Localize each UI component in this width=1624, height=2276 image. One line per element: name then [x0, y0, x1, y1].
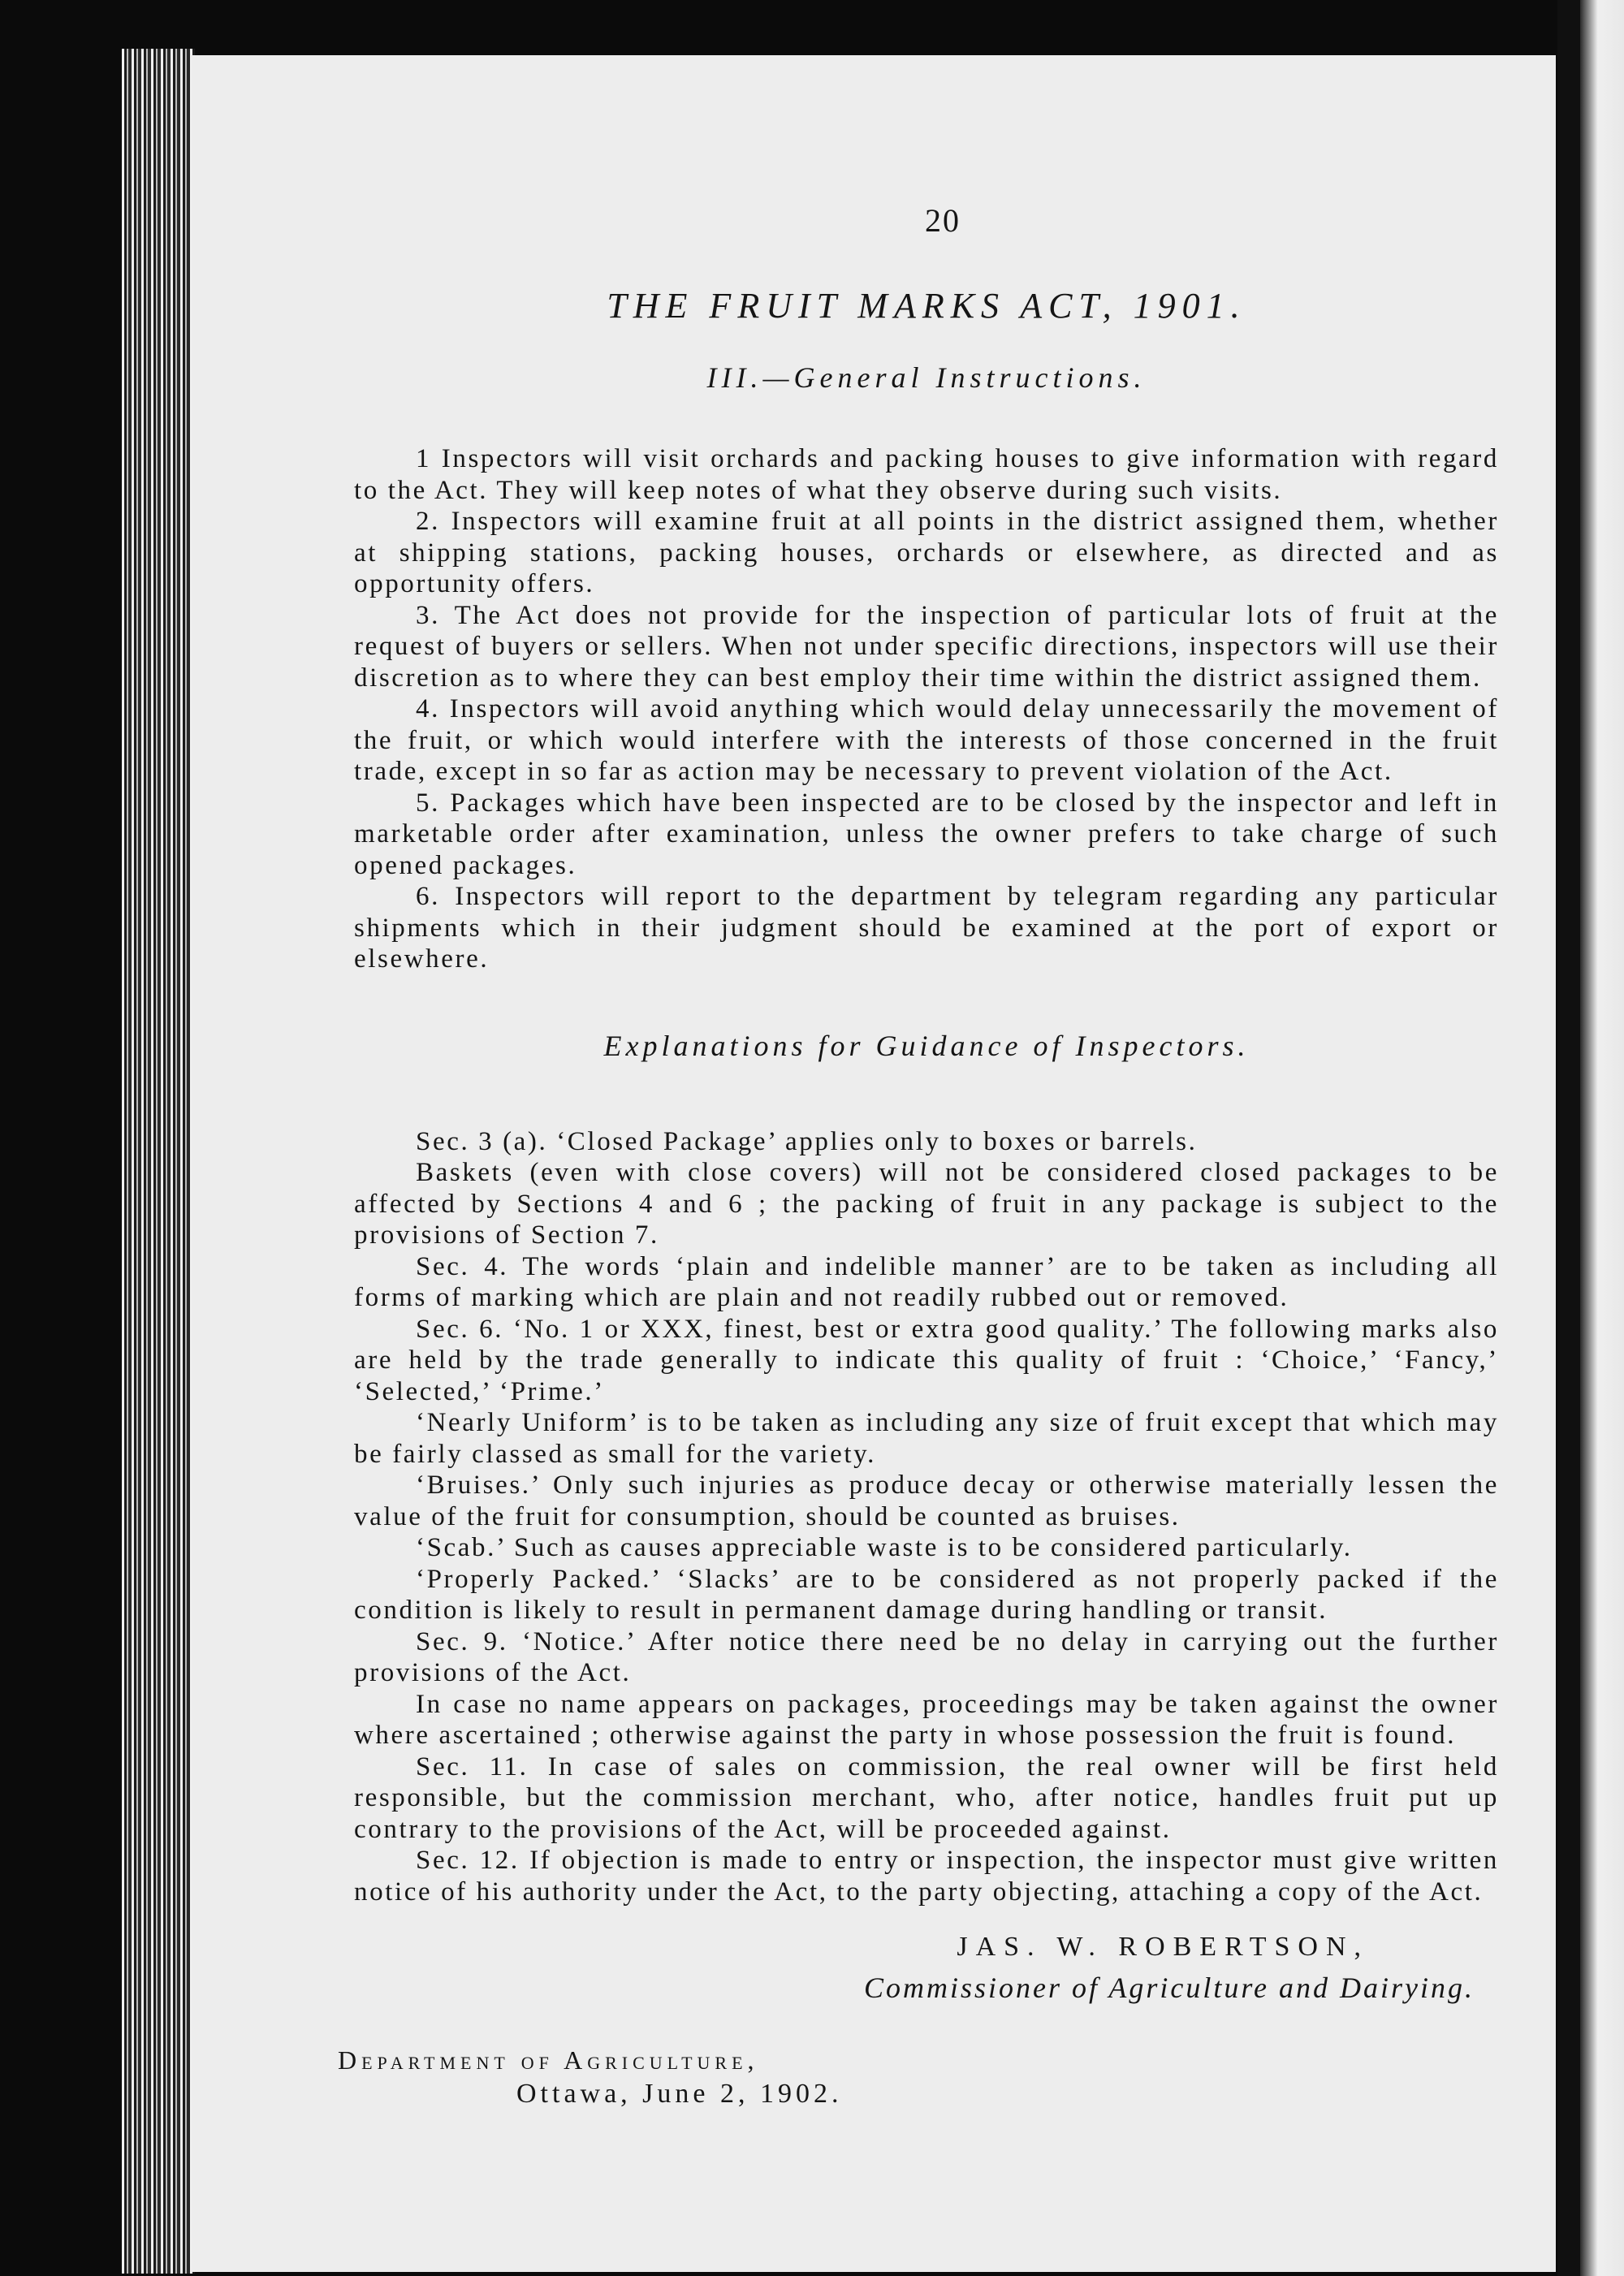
instruction-paragraph: 1 Inspectors will visit orchards and packing houses to give information with regard to the Act. They will keep notes of what they observe during such visits. — [354, 444, 1499, 505]
document-page — [192, 55, 1556, 2272]
explanation-paragraph: ‘Bruises.’ Only such injuries as produce decay or otherwise materially lessen the value of the fruit for consumption, should be counted as bruises. — [354, 1471, 1499, 1531]
instruction-paragraph: 3. The Act does not provide for the inspection of particular lots of fruit at the request of buyers or sellers. When not under specific directions, inspectors will use their discretion as to where they can best employ their time within the district assigned them. — [354, 600, 1499, 693]
explanation-paragraph: Sec. 4. The words ‘plain and indelible manner’ are to be taken as including all forms of marking which are plain and not readily rubbed out or removed. — [354, 1251, 1499, 1312]
explanation-paragraph: Sec. 3 (a). ‘Closed Package’ applies only to boxes or barrels. — [416, 1126, 1198, 1156]
next-page-sliver — [1580, 0, 1624, 2276]
section-heading: III.—General Instructions. — [706, 361, 1147, 394]
signatory-name: JAS. W. ROBERTSON, — [957, 1932, 1369, 1962]
page-number: 20 — [925, 202, 961, 239]
instruction-paragraph: 6. Inspectors will report to the department by telegram regarding any particular shipments which in their judgment should be examined at the port of export or elsewhere. — [354, 882, 1499, 974]
department-place-date: Ottawa, June 2, 1902. — [516, 2079, 843, 2109]
explanation-paragraph: Sec. 12. If objection is made to entry or inspection, the inspector must give written notice of his authority under the Act, to the party objecting, attaching a copy of the Act. — [354, 1846, 1499, 1907]
adjacent-page-edge — [1557, 0, 1624, 2276]
explanation-paragraph: Baskets (even with close covers) will not be considered closed packages to be affected by Sections 4 and 6 ; the packing of fruit in any package is subject to the provisions of Section 7. — [354, 1158, 1499, 1250]
explanations-list — [354, 1126, 1499, 1908]
department-block — [338, 2045, 1499, 2110]
explanation-paragraph: ‘Scab.’ Such as causes appreciable waste is to be considered particularly. — [416, 1533, 1353, 1562]
signatory-title: Commissioner of Agriculture and Dairying. — [864, 1972, 1475, 2004]
explanation-paragraph: Sec. 6. ‘No. 1 or XXX, finest, best or extra good quality.’ The following marks also are held by the trade generally to indicate this quality of fruit : ‘Choice,’ ‘Fancy,’ ‘Selected,’ ‘Prime.’ — [354, 1314, 1499, 1406]
explanation-paragraph: ‘Properly Packed.’ ‘Slacks’ are to be considered as not properly packed if the condition is likely to result in permanent damage during handling or transit. — [354, 1564, 1499, 1625]
instruction-paragraph: 2. Inspectors will examine fruit at all points in the district assigned them, whether at shipping stations, packing houses, orchards or elsewhere, as directed and as opportunity offers. — [354, 507, 1499, 598]
book-binding-edge — [122, 49, 195, 2274]
instruction-paragraph: 5. Packages which have been inspected are to be closed by the inspector and left in marketable order after examination, unless the owner prefers to take charge of such opened packages. — [354, 788, 1499, 880]
instructions-list — [354, 443, 1499, 975]
signature-block — [354, 1932, 1499, 2005]
instruction-paragraph: 4. Inspectors will avoid anything which would delay unnecessarily the movement of the fruit, or which would interfere with the interests of those concerned in the fruit trade, except in so far as action may be necessary to prevent violation of the Act. — [354, 694, 1499, 786]
department-name: Department of Agriculture, — [338, 2045, 759, 2075]
explanation-paragraph: In case no name appears on packages, proceedings may be taken against the owner where ascertained ; otherwise against the party in whose possession the fruit is found. — [354, 1689, 1499, 1750]
explanation-paragraph: Sec. 9. ‘Notice.’ After notice there need be no delay in carrying out the further provisions of the Act. — [354, 1626, 1499, 1687]
explanation-paragraph: ‘Nearly Uniform’ is to be taken as including any size of fruit except that which may be fairly classed as small for the variety. — [354, 1408, 1499, 1469]
explanation-paragraph: Sec. 11. In case of sales on commission, the real owner will be first held responsible, but the commission merchant, who, after notice, handles fruit put up contrary to the provisions of the Act, will be proceeded against. — [354, 1751, 1499, 1844]
explanations-heading: Explanations for Guidance of Inspectors. — [603, 1029, 1250, 1062]
page-text-column — [338, 201, 1499, 2110]
document-title: THE FRUIT MARKS ACT, 1901. — [607, 286, 1246, 326]
